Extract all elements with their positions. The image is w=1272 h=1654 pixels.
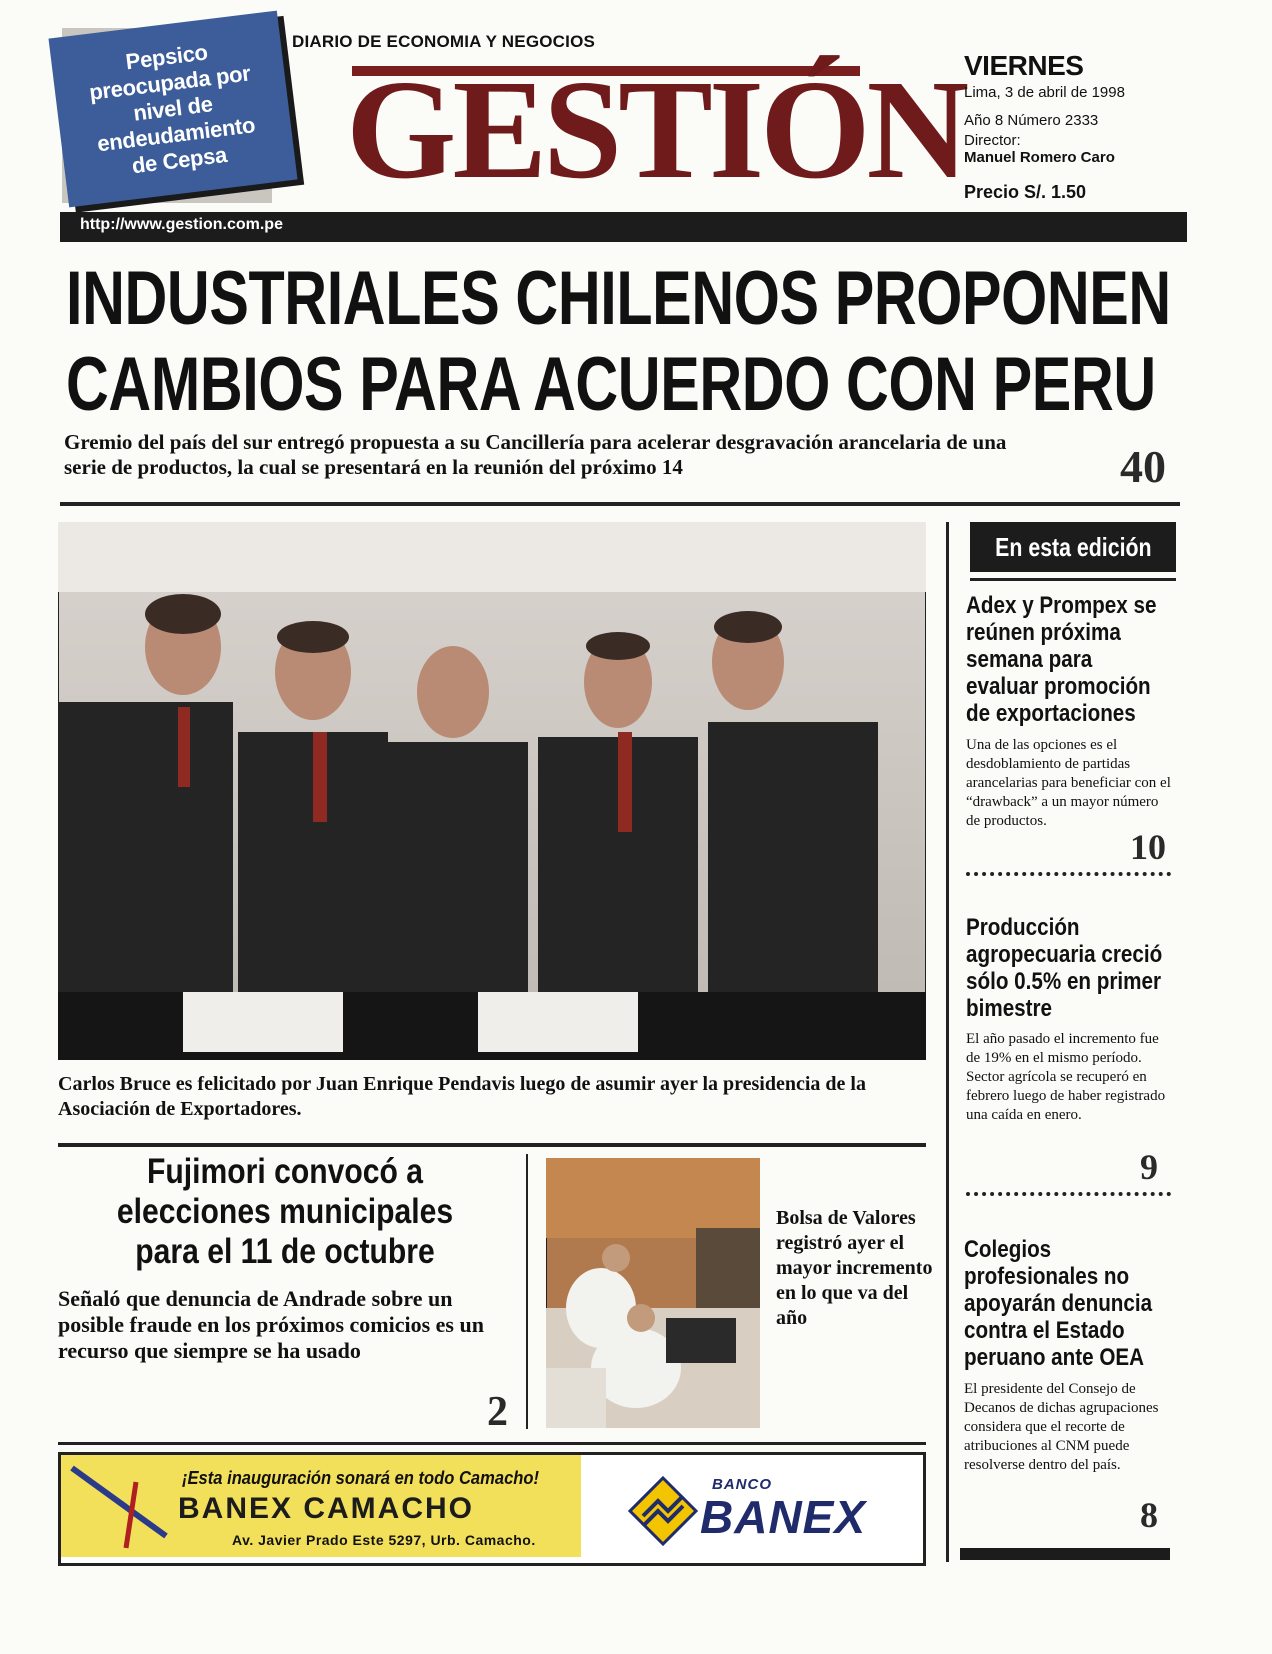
- divider: [58, 1442, 926, 1445]
- masthead-tagline: DIARIO DE ECONOMIA Y NEGOCIOS: [292, 32, 596, 51]
- lead-page-number: 40: [1120, 441, 1166, 492]
- dotted-divider: [966, 872, 1171, 876]
- lead-headline[interactable]: [66, 256, 1171, 428]
- lead-subhead: Gremio del país del sur entregó propuesta a su Cancillería para acelerar desgravación arancelaria de una serie de productos, la cual se presentará en la reunión del próximo 14: [64, 430, 1007, 479]
- director-label: Director:: [964, 132, 1021, 149]
- director-name: Manuel Romero Caro: [964, 149, 1115, 166]
- dotted-divider: [966, 1192, 1171, 1196]
- banex-logo-icon: [628, 1476, 698, 1546]
- ad-branch-name: BANEX CAMACHO: [178, 1492, 474, 1525]
- teaser-box[interactable]: [48, 11, 297, 208]
- bank-name: BANEX: [700, 1491, 867, 1543]
- story-teaser-text[interactable]: Bolsa de Valores registró ayer el mayor incremento en lo que va del año: [776, 1207, 933, 1329]
- sidebar-item-headline[interactable]: Producción agropecuaria creció sólo 0.5% en primer bimestre: [966, 914, 1163, 1022]
- lead-photo-caption: Carlos Bruce es felicitado por Juan Enrique Pendavis luego de asumir ayer la presidencia de la Asociación de Exportadores.: [58, 1073, 866, 1120]
- sidebar-item-headline[interactable]: Colegios profesionales no apoyarán denuncia contra el Estado peruano ante OEA: [964, 1236, 1153, 1371]
- story-headline[interactable]: Fujimori convocó a elecciones municipales para el 11 de octubre: [116, 1152, 454, 1271]
- divider: [58, 1143, 926, 1147]
- ad-address: Av. Javier Prado Este 5297, Urb. Camacho.: [232, 1532, 536, 1548]
- column-divider: [946, 522, 949, 1562]
- story-subhead: Señaló que denuncia de Andrade sobre un posible fraude en los próximos comicios es un recurso que siempre se ha usado: [58, 1286, 484, 1363]
- sidebar-item-page: 9: [1140, 1147, 1158, 1187]
- teaser-text: Pepsico preocupada por nivel de endeudamiento de Cepsa: [87, 39, 257, 179]
- sidebar-title: En esta edición: [994, 531, 1152, 562]
- sidebar-item-headline[interactable]: Adex y Prompex se reúnen próxima semana para evaluar promoción de exportaciones: [966, 592, 1157, 727]
- divider: [970, 578, 1176, 581]
- divider: [60, 502, 1180, 506]
- lead-photo: [58, 522, 926, 1060]
- lead-headline-line1: INDUSTRIALES CHILENOS PROPONEN: [66, 256, 1171, 341]
- sidebar-item-body: El presidente del Consejo de Decanos de dichas agrupaciones considera que el recorte de atribuciones al CNM puede resolverse dentro del país.: [964, 1381, 1159, 1473]
- sidebar-item-body: Una de las opciones es el desdoblamiento de partidas arancelarias para beneficiar con el “drawback” a un mayor número de productos.: [966, 737, 1171, 829]
- lead-headline-line2: CAMBIOS PARA ACUERDO CON PERU: [66, 342, 1156, 427]
- column-divider: [526, 1154, 528, 1429]
- pencil-icon: [66, 1462, 176, 1552]
- edition-issue: Año 8 Número 2333: [964, 112, 1099, 129]
- site-url-link[interactable]: http://www.gestion.com.pe: [80, 216, 283, 233]
- sidebar-item-page: 10: [1130, 827, 1166, 867]
- sidebar-item-page: 8: [1140, 1495, 1158, 1535]
- sidebar-title-box: [970, 522, 1176, 572]
- bank-label: BANCO: [712, 1476, 772, 1493]
- ad-slogan: ¡Esta inauguración sonará en todo Camacho!: [182, 1468, 540, 1488]
- edition-day: VIERNES: [964, 50, 1084, 81]
- trading-floor-photo: [546, 1158, 760, 1428]
- masthead-logo: GESTIÓN: [346, 50, 966, 208]
- sidebar-item-body: El año pasado el incremento fue de 19% en el mismo período. Sector agrícola se recuperó en febrero luego de haber registrado una caída en enero.: [966, 1031, 1166, 1123]
- edition-price: Precio S/. 1.50: [964, 182, 1087, 202]
- sidebar-bottom-bar: [960, 1548, 1170, 1560]
- edition-date: Lima, 3 de abril de 1998: [964, 84, 1125, 101]
- story-page-number: 2: [487, 1389, 508, 1435]
